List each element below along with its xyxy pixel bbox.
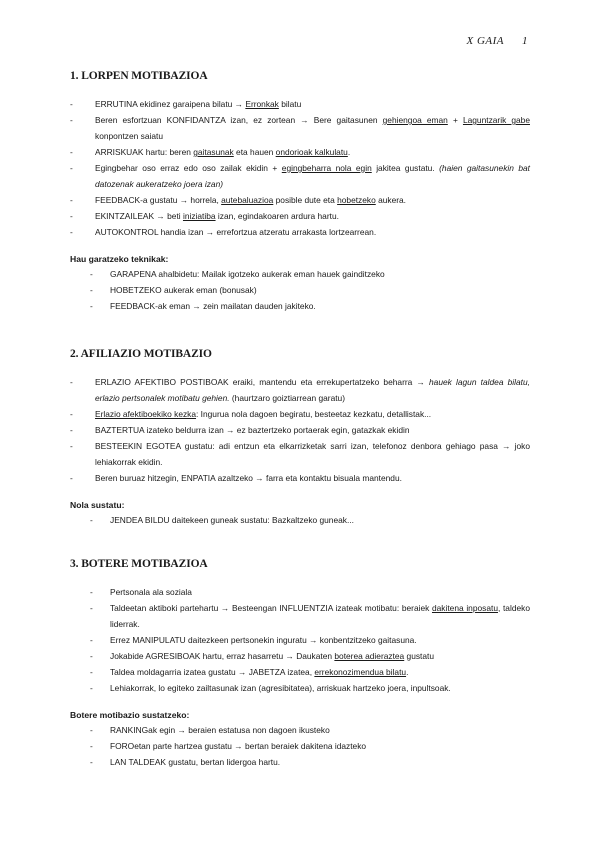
- list-item: - LAN TALDEAK gustatu, bertan lidergoa hartu.: [70, 754, 530, 770]
- header-title: X GAIA: [466, 35, 504, 47]
- sub-bullet-list: [70, 722, 530, 770]
- list-item: - ARRISKUAK hartu: beren gaitasunak eta hauen ondorioak kalkulatu.: [70, 144, 530, 160]
- section-title: 3. BOTERE MOTIBAZIOA: [70, 558, 208, 570]
- list-item: - Errez MANIPULATU daitezkeen pertsonekin inguratu → konbentzitzeko gaitasuna.: [70, 632, 530, 648]
- list-item: - Lehiakorrak, lo egiteko zailtasunak izan (agresibitatea), arriskuak hartzeko joera, inpultsoak.: [70, 680, 530, 696]
- list-item: - BESTEEKIN EGOTEA gustatu: adi entzun eta elkarrizketak sarri izan, telefonoz denbora gehiago pasa → joko lehiakorrak ekidin.: [70, 438, 530, 470]
- list-item: - FOROetan parte hartzea gustatu → bertan beraiek dakitena idazteko: [70, 738, 530, 754]
- list-item: - HOBETZEKO aukerak eman (bonusak): [70, 282, 530, 298]
- list-item: - Pertsonala ala soziala: [70, 584, 530, 600]
- list-item: - FEEDBACK-ak eman → zein mailatan dauden jakiteko.: [70, 298, 530, 314]
- section-botere: [70, 558, 530, 770]
- document-body: [70, 70, 530, 770]
- section-title: 1. LORPEN MOTIBAZIOA: [70, 70, 208, 82]
- bullet-list: [70, 374, 530, 486]
- page-header: [466, 35, 528, 47]
- list-item: - GARAPENA ahalbidetu: Mailak igotzeko aukerak eman hauek gainditzeko: [70, 266, 530, 282]
- list-item: - Taldea moldagarria izatea gustatu → JABETZA izatea, errekonozimendua bilatu.: [70, 664, 530, 680]
- bullet-list: [70, 584, 530, 696]
- sub-bullet-list: [70, 512, 530, 528]
- section-afiliazio: [70, 348, 530, 528]
- bullet-list: [70, 96, 530, 240]
- list-item: - Jokabide AGRESIBOAK hartu, erraz hasarretu → Daukaten boterea adieraztea gustatu: [70, 648, 530, 664]
- list-item: - Egingbehar oso erraz edo oso zailak ekidin + egingbeharra nola egin jakitea gustatu. (haien gaitasunekin bat datozenak aukeratzeko joera izan): [70, 160, 530, 192]
- list-item: - EKINTZAILEAK → beti iniziatiba izan, egindakoaren ardura hartu.: [70, 208, 530, 224]
- sub-bullet-list: [70, 266, 530, 314]
- section-lorpen: [70, 70, 530, 314]
- list-item: - BAZTERTUA izateko beldurra izan → ez baztertzeko portaerak egin, gatazkak ekidin: [70, 422, 530, 438]
- list-item: - ERRUTINA ekidinez garaipena bilatu → Erronkak bilatu: [70, 96, 530, 112]
- subsection-heading: Hau garatzeko teknikak:: [70, 254, 169, 264]
- list-item: - AUTOKONTROL handia izan → errefortzua atzeratu arrakasta lortzearrean.: [70, 224, 530, 240]
- list-item: - RANKINGak egin → beraien estatusa non dagoen ikusteko: [70, 722, 530, 738]
- subsection-heading: Botere motibazio sustatzeko:: [70, 710, 190, 720]
- list-item: - FEEDBACK-a gustatu → horrela, autebaluazioa posible dute eta hobetzeko aukera.: [70, 192, 530, 208]
- list-item: - Beren esfortzuan KONFIDANTZA izan, ez zortean → Bere gaitasunen gehiengoa eman + Laguntzarik gabe konpontzen saiatu: [70, 112, 530, 144]
- list-item: - JENDEA BILDU daitekeen guneak sustatu: Bazkaltzeko guneak...: [70, 512, 530, 528]
- list-item: - Erlazio afektiboekiko kezka: Ingurua nola dagoen begiratu, besteetaz kezkatu, detallistak...: [70, 406, 530, 422]
- list-item: - Taldeetan aktiboki partehartu → Besteengan INFLUENTZIA izateak motibatu: beraiek dakitena inposatu, taldeko liderrak.: [70, 600, 530, 632]
- subsection-heading: Nola sustatu:: [70, 500, 125, 510]
- list-item: - Beren buruaz hitzegin, ENPATIA azaltzeko → farra eta kontaktu bisuala mantendu.: [70, 470, 530, 486]
- page-number: 1: [522, 35, 528, 47]
- list-item: - ERLAZIO AFEKTIBO POSTIBOAK eraiki, mantendu eta errekupertatzeko beharra → hauek lagun taldea bilatu, erlazio pertsonalek motibatu gehien. (haurtzaro goiztiarrean garatu): [70, 374, 530, 406]
- section-title: 2. AFILIAZIO MOTIBAZIO: [70, 348, 212, 360]
